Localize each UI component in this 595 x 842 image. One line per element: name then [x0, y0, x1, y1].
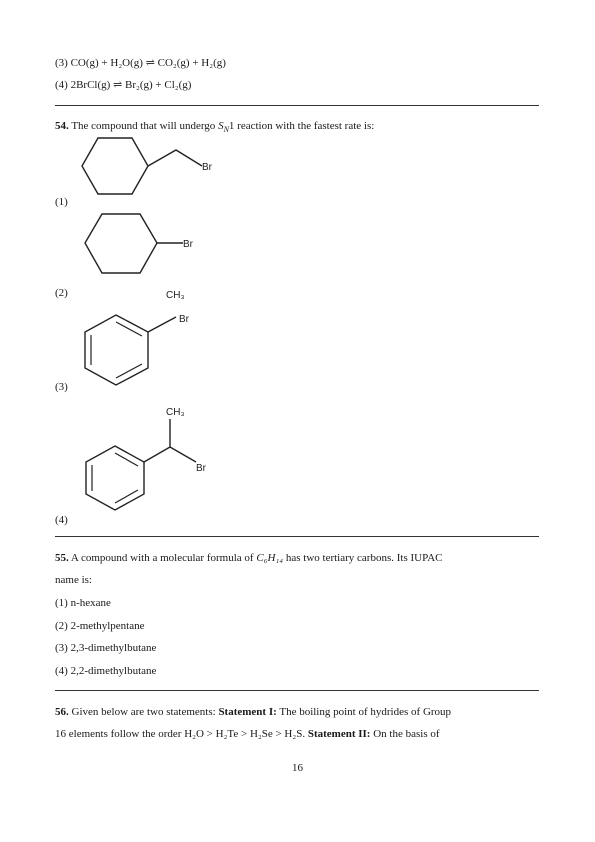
structure-option-4	[82, 402, 222, 512]
question-56-stem	[55, 705, 451, 719]
statement-2-label: Statement II:	[307, 728, 371, 740]
double-bond	[115, 453, 138, 466]
option-label-4: (4)	[55, 514, 68, 526]
cyclohexane-ring	[85, 214, 157, 273]
option-label-3: (3)	[55, 381, 68, 393]
question-text-part: A compound with a molecular formula of	[70, 552, 257, 564]
divider	[55, 105, 539, 106]
divider	[55, 536, 539, 537]
br-label: Br	[196, 463, 206, 474]
question-text-part: The boiling point of hydrides of Group	[276, 706, 452, 718]
ethyl-chain	[148, 150, 202, 166]
q55-option-2: (2) 2-methylpentane	[55, 620, 145, 632]
benzene-ring	[86, 446, 144, 510]
br-label: Br	[183, 239, 193, 250]
sn-symbol: S	[218, 120, 224, 132]
prev-option-3: (3) CO(g) + H₂O(g) ⇌ CO₂(g) + H₂(g)	[55, 57, 226, 69]
prev-option-4: (4) 2BrCl(g) ⇌ Br₂(g) + Cl₂(g)	[55, 79, 192, 91]
question-text-part: has two tertiary carbons. Its IUPAC	[283, 552, 443, 564]
question-text-part: reaction with the fastest rate is:	[234, 120, 375, 132]
double-bond	[116, 322, 142, 336]
structure-option-2	[83, 212, 223, 278]
molecular-formula: C₆H₁₄	[256, 552, 284, 564]
question-56-stem-cont	[55, 727, 440, 741]
cyclohexane-ring	[82, 138, 148, 194]
question-text-part: Given below are two statements:	[71, 706, 219, 718]
question-text-part: The compound that will undergo	[71, 120, 219, 132]
option-label-1: (1)	[55, 196, 68, 208]
structure-option-1	[78, 132, 238, 202]
ring-bond	[144, 447, 170, 462]
page-number: 16	[292, 762, 303, 774]
sn-order: 1	[228, 120, 235, 132]
question-55-stem	[55, 551, 443, 565]
question-number: 56.	[55, 706, 69, 718]
statement-1-label: Statement I:	[218, 706, 277, 718]
br-label: Br	[179, 314, 189, 325]
benzene-ring	[85, 315, 148, 385]
ch3-label: CH₃	[166, 290, 185, 301]
sn-subscript: N	[223, 125, 229, 135]
structure-option-3	[80, 286, 220, 396]
br-label: Br	[202, 162, 212, 173]
c-br-bond	[148, 317, 176, 332]
option-label-2: (2)	[55, 287, 68, 299]
double-bond	[116, 364, 142, 378]
c-br-bond	[170, 447, 196, 462]
q55-option-1: (1) n-hexane	[55, 597, 111, 609]
q55-option-3: (3) 2,3-dimethylbutane	[55, 642, 157, 654]
question-number: 55.	[55, 552, 69, 564]
question-number: 54.	[55, 120, 69, 132]
double-bond	[115, 490, 138, 503]
q55-option-4: (4) 2,2-dimethylbutane	[55, 665, 157, 677]
question-text-part: 16 elements follow the order H₂O > H₂Te > H₂Se > H₂S.	[55, 728, 308, 740]
question-text-part: On the basis of	[370, 728, 440, 740]
ch3-label: CH₃	[166, 407, 185, 418]
question-55-stem-cont: name is:	[55, 574, 92, 586]
divider	[55, 690, 539, 691]
